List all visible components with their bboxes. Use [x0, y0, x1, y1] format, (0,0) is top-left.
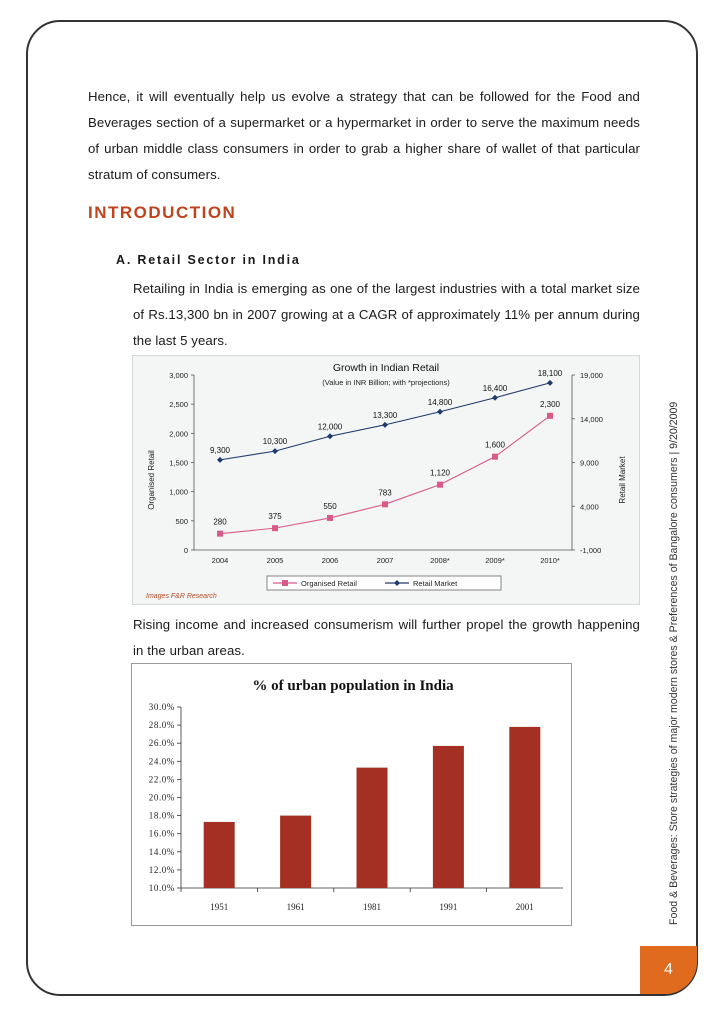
y-tick-label: 10.0%: [148, 883, 175, 893]
rising-income-paragraph: Rising income and increased consumerism will further propel the growth happening in the urban areas.: [133, 617, 640, 658]
organised-retail-point: [217, 531, 223, 537]
y-tick-label-left: 3,000: [169, 371, 188, 380]
y-tick-label: 30.0%: [148, 702, 175, 712]
y-tick-label-right: -1,000: [580, 546, 602, 555]
x-tick-label: 1981: [363, 902, 381, 912]
y-tick-label: 20.0%: [148, 792, 175, 803]
bar-1951: [204, 822, 235, 888]
page-number: 4: [640, 946, 697, 994]
organised-retail-data-label: 2,300: [539, 399, 561, 409]
y-tick-label-left: 2,500: [169, 400, 188, 410]
organised-retail-data-label: 1,120: [429, 468, 451, 478]
x-tick-label: 1961: [286, 902, 305, 912]
retail-market-data-label: 14,800: [427, 397, 453, 407]
section-heading: INTRODUCTION: [88, 203, 237, 222]
y-tick-label-left: 0: [183, 546, 188, 555]
chart-subtitle: (Value in INR Billion; with *projections): [322, 378, 450, 387]
x-tick-label: 2001: [515, 902, 534, 912]
y-tick-label: 24.0%: [148, 756, 175, 767]
bar-1981: [357, 768, 388, 888]
y-tick-label: 22.0%: [148, 774, 175, 785]
organised-retail-data-label: 1,600: [484, 440, 506, 450]
y-tick-label: 14.0%: [148, 846, 175, 857]
legend-label-market: Retail Market: [413, 579, 458, 588]
subsection-heading: A. Retail Sector in India: [116, 253, 301, 267]
urban-population-chart: [131, 663, 572, 926]
retail-paragraph: Retailing in India is emerging as one of the largest industries with a total market size of Rs.13,300 bn in 2007 growing at a CAGR of approximately 11% per annum during the last 5 years.: [133, 281, 640, 348]
retail-market-data-label: 13,300: [372, 410, 398, 420]
y-tick-label-left: 1,000: [169, 487, 188, 497]
organised-retail-point: [382, 501, 388, 507]
organised-retail-point: [437, 482, 443, 488]
y-tick-label: 28.0%: [148, 720, 175, 731]
retail-market-data-label: 18,100: [537, 368, 563, 378]
legend-label-organised: Organised Retail: [301, 579, 357, 588]
chart-source: Images F&R Research: [146, 593, 217, 600]
retail-market-data-label: 12,000: [317, 422, 343, 432]
y-tick-label: 18.0%: [148, 810, 175, 821]
organised-retail-data-label: 375: [268, 512, 282, 522]
bar-1991: [433, 746, 464, 888]
bar-2001: [509, 727, 540, 888]
organised-retail-point: [272, 525, 278, 531]
y-tick-label: 16.0%: [148, 828, 175, 839]
organised-retail-point: [547, 413, 553, 419]
chart-title: Growth in Indian Retail: [332, 362, 440, 374]
chart-legend: [267, 576, 501, 590]
retail-market-data-label: 10,300: [262, 437, 288, 447]
retail-growth-chart: [132, 355, 640, 605]
legend-marker-organised: [282, 580, 288, 586]
x-tick-label: 2007: [376, 556, 394, 565]
y-tick-label-left: 2,000: [169, 429, 188, 439]
chart-panel: [132, 355, 640, 605]
intro-paragraph: Hence, it will eventually help us evolve a strategy that can be followed for the Food and Beverages section of a supermarket or a hypermarket in order to serve the maximum needs of urban middle class consumers in order to grab a higher share of wallet of that particular stratum of consumers.: [88, 89, 640, 182]
y-tick-label-left: 500: [175, 516, 188, 526]
y-tick-label-right: 4,000: [580, 502, 599, 512]
x-tick-label: 2010*: [540, 556, 560, 565]
y-tick-label-right: 14,000: [580, 414, 603, 424]
x-tick-label: 2004: [211, 556, 229, 565]
organised-retail-point: [492, 454, 498, 460]
x-tick-label: 1991: [439, 902, 458, 912]
organised-retail-data-label: 783: [378, 488, 392, 498]
y-tick-label-left: 1,500: [169, 458, 188, 468]
y-axis-label-left: Organised Retail: [147, 450, 156, 510]
organised-retail-point: [327, 515, 333, 521]
bar-1961: [280, 816, 311, 888]
x-tick-label: 2006: [321, 556, 339, 565]
y-tick-label-right: 9,000: [580, 458, 599, 468]
y-tick-label: 12.0%: [148, 864, 175, 875]
y-tick-label: 26.0%: [148, 738, 175, 749]
chart-title: % of urban population in India: [252, 678, 454, 694]
x-tick-label: 1951: [210, 902, 229, 912]
x-tick-label: 2008*: [430, 556, 450, 565]
x-tick-label: 2009*: [485, 556, 505, 565]
x-tick-label: 2005: [266, 556, 284, 565]
chart-frame: [132, 664, 572, 926]
y-tick-label-right: 19,000: [580, 371, 603, 380]
retail-market-data-label: 16,400: [482, 383, 508, 393]
retail-market-data-label: 9,300: [209, 445, 231, 455]
sidebar-footer-text: Food & Beverages: Store strategies of major modern stores & Preferences of Bangalore consumers | 9/20/2009: [668, 401, 680, 925]
y-axis-label-right: Retail Market: [618, 456, 627, 504]
organised-retail-data-label: 550: [323, 501, 337, 511]
organised-retail-data-label: 280: [213, 517, 227, 527]
